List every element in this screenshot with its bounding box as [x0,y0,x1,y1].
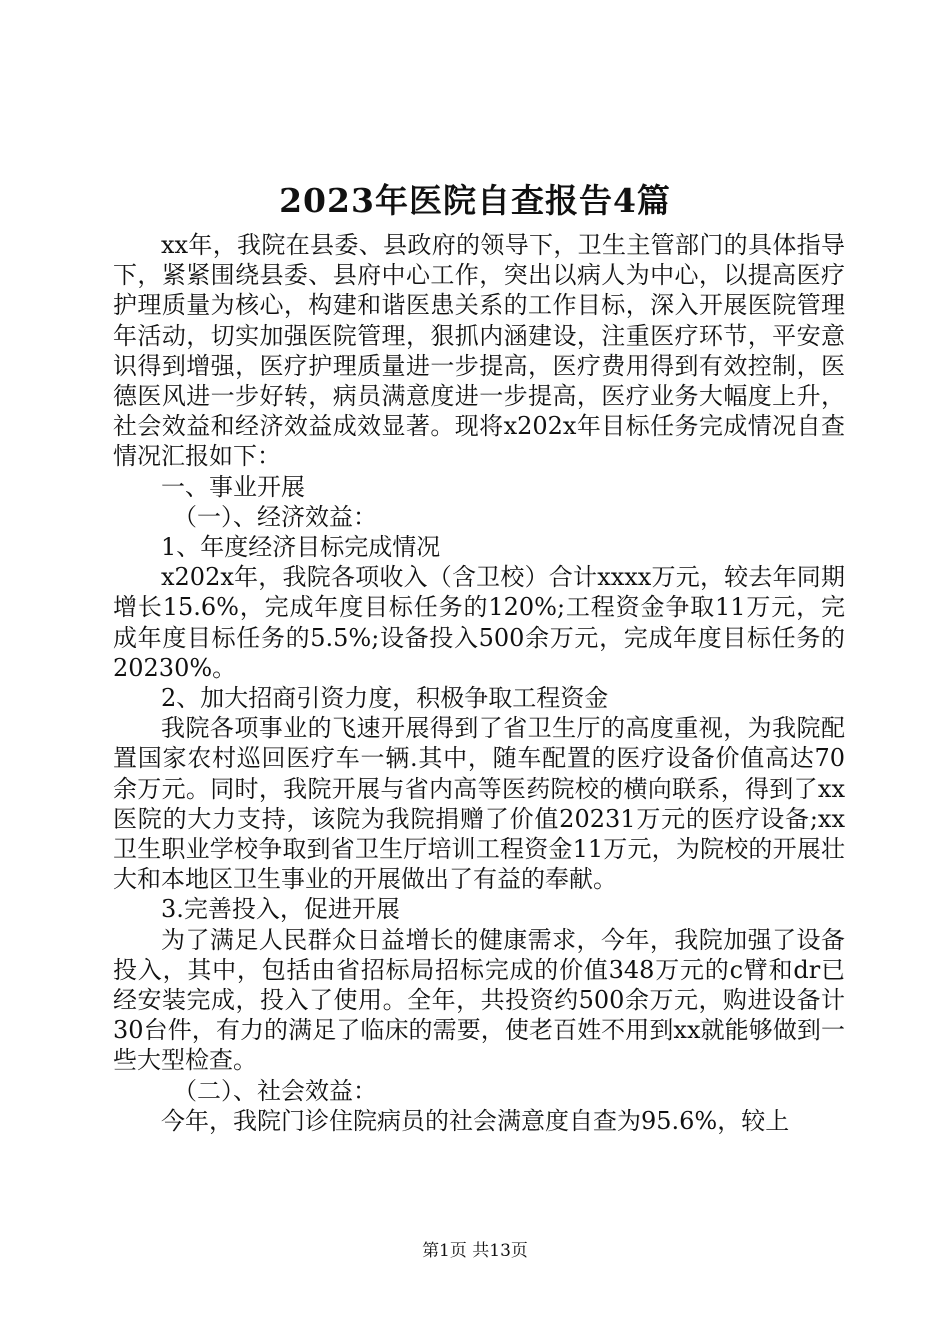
paragraph-intro: xx年，我院在县委、县政府的领导下，卫生主管部门的具体指导下，紧紧围绕县委、县府中心工作，突出以病人为中心，以提高医疗护理质量为核心，构建和谐医患关系的工作目标，深入开展医院管理年活动，切实加强医院管理，狠抓内涵建设，注重医疗环节，平安意识得到增强，医疗护理质量进一步提高，医疗费用得到有效控制，医德医风进一步好转，病员满意度进一步提高，医疗业务大幅度上升，社会效益和经济效益成效显著。现将x202x年目标任务完成情况自查情况汇报如下： [113,231,845,471]
item-heading-2: 2、加大招商引资力度，积极争取工程资金 [161,684,609,713]
page-footer: 第1页 共13页 [422,1241,528,1261]
subsection-heading-social: （二）、社会效益： [173,1076,377,1105]
item-heading-3: 3.完善投入，促进开展 [161,895,400,924]
subsection-heading-economic: （一）、经济效益： [173,502,377,531]
paragraph-economic-targets: x202x年，我院各项收入（含卫校）合计xxxx万元，较去年同期增长15.6%，完成年度目标任务的120%;工程资金争取11万元，完成年度目标任务的5.5%;设备投入500余万元，完成年度目标任务的20230%。 [113,563,845,682]
document-body [113,230,845,1136]
paragraph-equipment: 为了满足人民群众日益增长的健康需求，今年，我院加强了设备投入，其中，包括由省招标局招标完成的价值348万元的c臂和dr已经安装完成，投入了使用。全年，共投资约500余万元，购进设备计30台件，有力的满足了临床的需要，使老百姓不用到xx就能够做到一些大型检查。 [113,925,845,1075]
section-heading-1: 一、事业开展 [161,472,305,501]
paragraph-investment: 我院各项事业的飞速开展得到了省卫生厅的高度重视，为我院配置国家农村巡回医疗车一辆.其中，随车配置的医疗设备价值高达70余万元。同时，我院开展与省内高等医药院校的横向联系，得到了xx医院的大力支持，该院为我院捐赠了价值20231万元的医疗设备;xx卫生职业学校争取到省卫生厅培训工程资金11万元，为院校的开展壮大和本地区卫生事业的开展做出了有益的奉献。 [113,714,845,894]
paragraph-satisfaction: 今年，我院门诊住院病员的社会满意度自查为95.6%，较上 [161,1106,790,1135]
page-title: 2023年医院自查报告4篇 [279,181,671,220]
item-heading-1: 1、年度经济目标完成情况 [161,533,441,562]
